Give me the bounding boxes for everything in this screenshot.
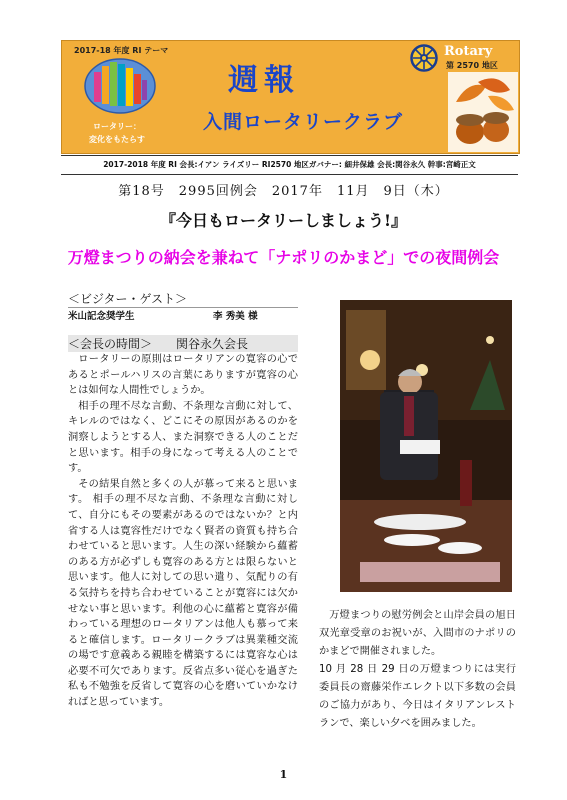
president-heading: ＜会長の時間＞ <box>68 337 153 351</box>
theme-label: 2017-18 年度 RI テーマ <box>74 46 169 55</box>
theme-caption <box>82 120 152 146</box>
district-label: 第 2570 地区 <box>446 61 498 70</box>
visitor-org: 米山記念奨学生 <box>68 311 135 322</box>
caption-paragraph: 10 月 28 日 29 日の万燈まつりには実行委員長の齋藤栄作エレクト以下多数の会員のご協力があり、今日はイタリアンレストランで、楽しい夕べを囲みました。 <box>319 664 516 729</box>
president-name: 関谷永久会長 <box>176 337 249 351</box>
acorn-image <box>448 72 518 152</box>
slogan: 『今日もロータリーしましょう!』 <box>159 211 408 230</box>
photo-caption <box>319 607 516 733</box>
page-number: 1 <box>279 768 288 781</box>
rotary-wordmark: Rotary <box>444 44 493 59</box>
president-paragraph: ロータリーの原則はロータリアンの寛容の心であるとポールハリスの言葉にありますが寛容の心とは如何な人間性でしょうか。 <box>68 354 298 397</box>
headline: 万燈まつりの納会を兼ねて「ナポリのかまど」での夜間例会 <box>67 248 500 267</box>
visitor-name: 李 秀美 様 <box>213 311 258 322</box>
theme-logo <box>84 58 156 114</box>
caption-paragraph: 万燈まつりの慰労例会と山岸会員の旭日双光章受章のお祝いが、入間市のナポリのかまどで開催されました。 <box>319 610 516 657</box>
president-paragraph: その結果自然と多くの人が慕って来ると思います。 相手の理不尽な言動、不条理な言動に対して、自分にもその要素があるのではないか？と内省する人は寛容性だけでなく賢者の資質も持ち合わせていると思います。人生の深い経験から蘊蓄のある方が必ずしも寛容のある方とは限らないと思います。他人に対しての思い遣り、気配りの有る気持ちを持ち合わせていることが寛容には欠かせない事と思います。利他の心に蘊蓄と寛容が備わっている理想のロータリアンは他人も慕って来ると確信します。ロータリークラブは異業種交流の場です意義ある親睦を構築するには寛容な心は必要不可欠であります。反省点多い従心を過ぎた私も不勉強を反省して寛容の心を磨いていかなければと思っています。 <box>68 478 298 709</box>
club-name: 入間ロータリークラブ <box>203 111 404 133</box>
theme-caption-line2: 変化をもたらす <box>89 135 145 144</box>
officer-line: 2017-2018 年度 RI 会長:イアン ライズリー RI2570 地区ガバナー: 細井保雄 会長:関谷永久 幹事:宮崎正文 <box>61 155 518 175</box>
president-heading-bar <box>68 335 298 352</box>
president-message <box>68 352 298 711</box>
theme-caption-line1: ロータリー： <box>93 122 141 131</box>
weekly-title: 週報 <box>228 63 300 98</box>
rotary-wheel-icon <box>410 44 438 72</box>
visitor-heading: ＜ビジター・ゲスト＞ <box>68 290 298 308</box>
president-paragraph: 相手の理不尽な言動、不条理な言動に対して、キレルのではなく、どこにその原因があるのかを洞察しようとする人、また洞察できる人のことだと思います。相手の身になって考える人のことです。 <box>68 400 298 475</box>
event-photo <box>340 300 512 592</box>
issue-line: 第18号 2995回例会 2017年 11月 9日（木） <box>118 184 449 199</box>
